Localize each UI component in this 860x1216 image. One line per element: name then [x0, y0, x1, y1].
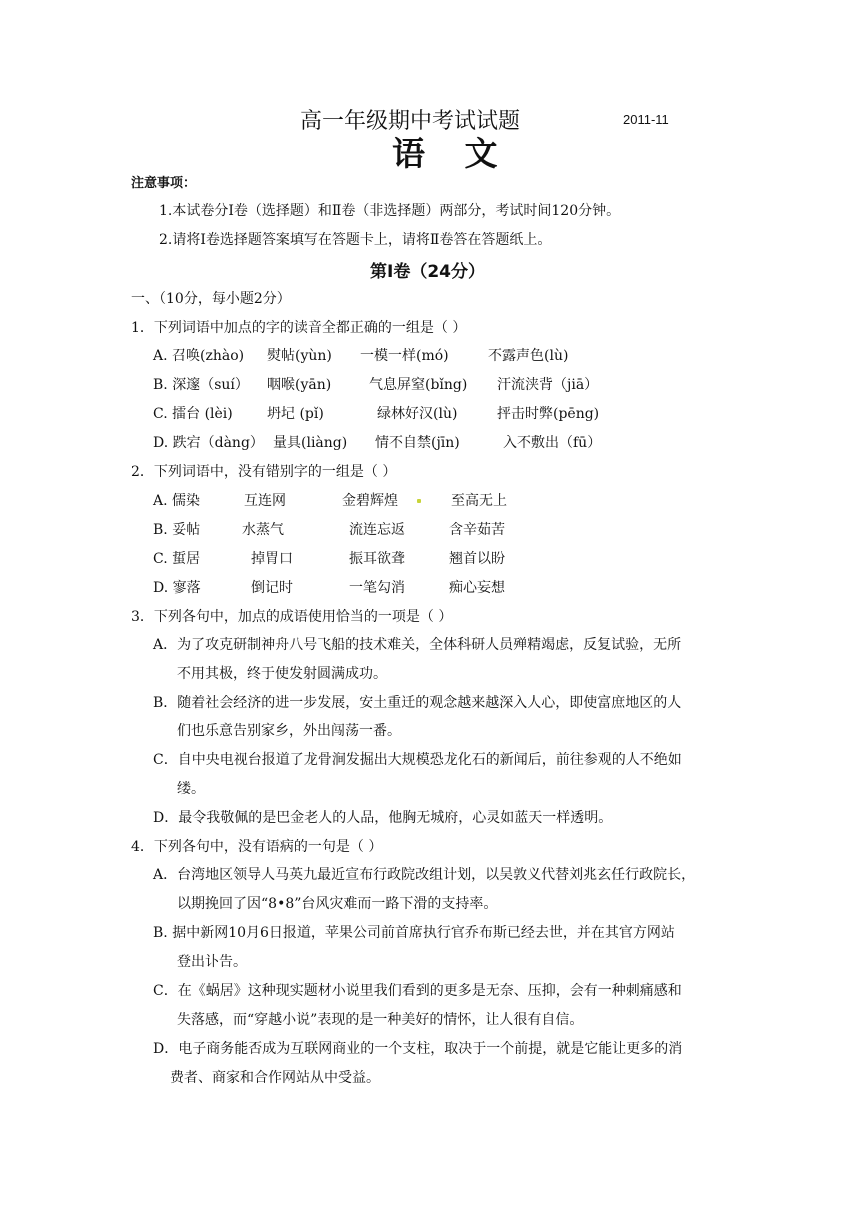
- option-cell: B. 深邃（suí）: [153, 377, 249, 393]
- notice-item: 2.请将Ⅰ卷选择题答案填写在答题卡上，请将Ⅱ卷答在答题纸上。: [159, 232, 552, 248]
- option-cell: 至高无上: [451, 493, 507, 509]
- option-cell: 掉胃口: [251, 551, 293, 567]
- option-cell: C. 蜇居: [153, 551, 201, 567]
- question-stem: 2．下列词语中，没有错别字的一组是（ ）: [131, 464, 397, 480]
- exam-date: 2011-11: [623, 112, 669, 127]
- option-text: C．在《蜗居》这种现实题材小说里我们看到的更多是无奈、压抑，会有一种刺痛感和: [153, 983, 682, 999]
- option-text: 们也乐意告别家乡，外出闯荡一番。: [177, 723, 401, 739]
- subject-title: 语 文: [392, 134, 512, 173]
- option-text: 缕。: [177, 781, 205, 797]
- section-heading: 一、（10分，每小题2分）: [131, 291, 291, 307]
- option-text: B. 据中新网10月6日报道，苹果公司前首席执行官乔布斯已经去世，并在其官方网站: [153, 925, 675, 941]
- option-text: C．自中央电视台报道了龙骨涧发掘出大规模恐龙化石的新闻后，前往参观的人不绝如: [153, 752, 682, 768]
- option-text: D．电子商务能否成为互联网商业的一个支柱，取决于一个前提，就是它能让更多的消: [153, 1041, 683, 1057]
- option-cell: 互连网: [244, 493, 286, 509]
- question-stem: 4．下列各句中，没有语病的一句是（ ）: [131, 839, 383, 855]
- option-cell: 翘首以盼: [449, 551, 505, 567]
- part-title: 第Ⅰ卷（24分）: [370, 262, 485, 282]
- option-cell: 熨帖(yùn): [267, 348, 332, 364]
- option-cell: 一笔勾消: [349, 580, 405, 596]
- option-cell: 气息屏窒(bǐng): [369, 377, 468, 393]
- notice-item: 1.本试卷分Ⅰ卷（选择题）和Ⅱ卷（非选择题）两部分，考试时间120分钟。: [159, 203, 621, 219]
- option-cell: D. 寥落: [153, 580, 201, 596]
- question-stem: 1．下列词语中加点的字的读音全都正确的一组是（ ）: [131, 320, 467, 336]
- option-text: 费者、商家和合作网站从中受益。: [170, 1070, 380, 1086]
- option-text: A．为了攻克研制神舟八号飞船的技术难关，全体科研人员殚精竭虑，反复试验，无所: [153, 637, 682, 653]
- exam-title: 高一年级期中考试试题: [300, 109, 521, 134]
- option-cell: A. 召唤(zhào): [153, 348, 245, 364]
- option-text: B．随着社会经济的进一步发展，安土重迁的观念越来越深入人心，即使富庶地区的人: [153, 695, 682, 711]
- option-cell: 绿林好汉(lù): [377, 406, 458, 422]
- option-cell: 金碧辉煌: [342, 493, 398, 509]
- option-cell: 不露声色(lù): [488, 348, 569, 364]
- option-cell: 抨击时弊(pēng): [497, 406, 600, 422]
- option-cell: 汗流浃背（jiā）: [497, 377, 599, 393]
- option-text: 不用其极，终于使发射圆满成功。: [177, 666, 387, 682]
- option-cell: 含辛茹苦: [449, 522, 505, 538]
- notice-heading: 注意事项：: [131, 176, 197, 191]
- option-cell: D. 跌宕（dàng）: [153, 435, 264, 451]
- option-text: A．台湾地区领导人马英九最近宣布行政院改组计划，以吴敦义代替刘兆玄任行政院长，: [153, 867, 696, 883]
- option-cell: 水蒸气: [242, 522, 284, 538]
- option-text: 登出讣告。: [177, 954, 247, 970]
- option-cell: 倒记时: [251, 580, 293, 596]
- option-text: D．最令我敬佩的是巴金老人的人品，他胸无城府，心灵如蓝天一样透明。: [153, 810, 613, 826]
- option-cell: 咽喉(yān): [267, 377, 332, 393]
- option-cell: B. 妥帖: [153, 522, 201, 538]
- option-text: 以期挽回了因“8•8”台风灾难而一路下滑的支持率。: [177, 896, 498, 912]
- option-cell: 痴心妄想: [449, 580, 505, 596]
- option-cell: A. 儒染: [153, 493, 201, 509]
- option-cell: 入不敷出（fū）: [503, 435, 602, 451]
- option-cell: 流连忘返: [349, 522, 405, 538]
- question-stem: 3．下列各句中，加点的成语使用恰当的一项是（ ）: [131, 609, 453, 625]
- option-cell: 情不自禁(jīn): [375, 435, 460, 451]
- stray-mark: [417, 499, 421, 503]
- option-cell: 一模一样(mó): [360, 348, 449, 364]
- option-text: 失落感，而“穿越小说”表现的是一种美好的情怀，让人很有自信。: [177, 1012, 584, 1028]
- option-cell: C. 擂台 (lèi): [153, 406, 233, 422]
- option-cell: 坍圮 (pǐ): [267, 406, 324, 422]
- option-cell: 量具(liàng): [273, 435, 348, 451]
- option-cell: 振耳欲聋: [349, 551, 405, 567]
